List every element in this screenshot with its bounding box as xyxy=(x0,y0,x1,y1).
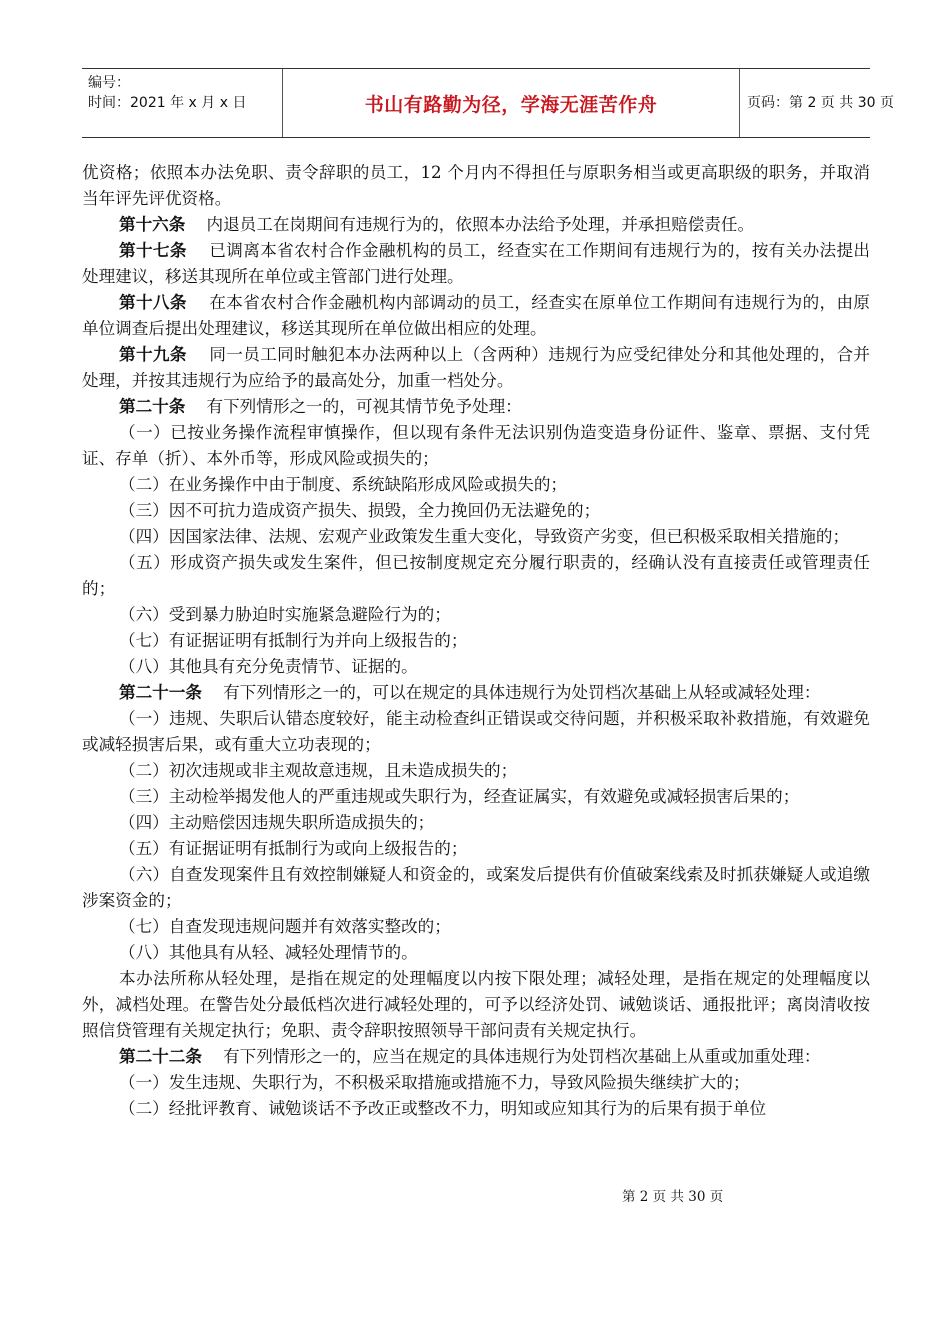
article-title: 第二十条 xyxy=(119,397,186,416)
list-item: （四）主动赔偿因违规失职所造成损失的； xyxy=(119,813,435,832)
header-motto: 书山有路勤为径，学海无涯苦作舟 xyxy=(364,94,658,116)
list-item: （一）违规、失职后认错态度较好，能主动检查纠正错误或交待问题，并积极采取补救措施，有效避免或减轻损害后果，或有重大立功表现的； xyxy=(82,709,870,754)
article-title: 第十七条 xyxy=(119,241,187,260)
page-header xyxy=(82,68,894,138)
list-item: （一）已按业务操作流程审慎操作，但以现有条件无法识别伪造变造身份证件、鉴章、票据、支付凭证、存单（折）、本外币等，形成风险或损失的； xyxy=(82,423,870,468)
article-text: 已调离本省农村合作金融机构的员工，经查实在工作期间有违规行为的，按有关办法提出处理建议，移送其现所在单位或主管部门进行处理。 xyxy=(82,241,871,286)
header-motto-cell xyxy=(282,69,740,137)
list-item: （八）其他具有从轻、减轻处理情节的。 xyxy=(119,943,418,962)
paragraph-continuation: 优资格；依照本办法免职、责令辞职的员工，12 个月内不得担任与原职务相当或更高职级的职务，并取消当年评先评优资格。 xyxy=(82,163,870,208)
article-title: 第十九条 xyxy=(119,345,187,364)
list-item: （四）因国家法律、法规、宏观产业政策发生重大变化，导致资产劣变，但已积极采取相关措施的； xyxy=(119,527,850,546)
list-item: （一）发生违规、失职行为，不积极采取措施或措施不力，导致风险损失继续扩大的； xyxy=(119,1073,750,1092)
article-18 xyxy=(82,290,870,342)
article-16 xyxy=(82,212,870,238)
article-17 xyxy=(82,238,870,290)
article-text: 有下列情形之一的，可以在规定的具体违规行为处罚档次基础上从轻或减轻处理： xyxy=(223,683,821,702)
article-title: 第十八条 xyxy=(119,293,187,312)
list-item: （七）自查发现违规问题并有效落实整改的； xyxy=(119,917,451,936)
list-item: （八）其他具有充分免责情节、证据的。 xyxy=(119,657,418,676)
header-info-cell xyxy=(82,69,282,137)
list-item: （二）初次违规或非主观故意违规，且未造成损失的； xyxy=(119,761,518,780)
document-date-label: 时间：2021 年 x 月 x 日 xyxy=(88,95,247,111)
article-22 xyxy=(82,1044,870,1070)
article-20 xyxy=(82,394,870,420)
document-number-label: 编号： xyxy=(88,75,130,91)
article-title: 第二十一条 xyxy=(119,683,202,702)
list-item: （七）有证据证明有抵制行为并向上级报告的； xyxy=(119,631,468,650)
header-page-number: 页码：第 2 页 共 30 页 xyxy=(747,95,894,111)
article-21 xyxy=(82,680,870,706)
list-item: （五）形成资产损失或发生案件，但已按制度规定充分履行职责的，经确认没有直接责任或管理责任的； xyxy=(82,553,870,598)
list-item: （二）经批评教育、诫勉谈话不予改正或整改不力，明知或应知其行为的后果有损于单位 xyxy=(119,1099,767,1118)
list-item: （二）在业务操作中由于制度、系统缺陷形成风险或损失的； xyxy=(119,475,568,494)
list-item: （六）自查发现案件且有效控制嫌疑人和资金的，或案发后提供有价值破案线索及时抓获嫌疑人或追缴涉案资金的； xyxy=(82,865,870,910)
article-title: 第十六条 xyxy=(119,215,186,234)
list-item: （三）因不可抗力造成资产损失、损毁，全力挽回仍无法避免的； xyxy=(119,501,601,520)
paragraph-explanation: 本办法所称从轻处理，是指在规定的处理幅度以内按下限处理；减轻处理，是指在规定的处理幅度以外，减档处理。在警告处分最低档次进行减轻处理的，可予以经济处罚、诫勉谈话、通报批评；离岗清收按照信贷管理有关规定执行；免职、责令辞职按照领导干部问责有关规定执行。 xyxy=(82,969,870,1040)
page-footer-number: 第 2 页 共 30 页 xyxy=(622,1189,724,1205)
article-text: 有下列情形之一的，可视其情节免予处理： xyxy=(206,397,522,416)
list-item: （三）主动检举揭发他人的严重违规或失职行为，经查证属实，有效避免或减轻损害后果的； xyxy=(119,787,800,806)
header-page-cell xyxy=(739,69,894,137)
list-item: （六）受到暴力胁迫时实施紧急避险行为的； xyxy=(119,605,451,624)
document-body xyxy=(82,160,870,1122)
article-text: 有下列情形之一的，应当在规定的具体违规行为处罚档次基础上从重或加重处理： xyxy=(223,1047,821,1066)
article-title: 第二十二条 xyxy=(119,1047,202,1066)
article-text: 内退员工在岗期间有违规行为的，依照本办法给予处理，并承担赔偿责任。 xyxy=(206,215,755,234)
article-19 xyxy=(82,342,870,394)
article-text: 同一员工同时触犯本办法两种以上（含两种）违规行为应受纪律处分和其他处理的，合并处理，并按其违规行为应给予的最高处分，加重一档处分。 xyxy=(82,345,871,390)
list-item: （五）有证据证明有抵制行为或向上级报告的； xyxy=(119,839,468,858)
article-text: 在本省农村合作金融机构内部调动的员工，经查实在原单位工作期间有违规行为的，由原单位调查后提出处理建议，移送其现所在单位做出相应的处理。 xyxy=(82,293,871,338)
